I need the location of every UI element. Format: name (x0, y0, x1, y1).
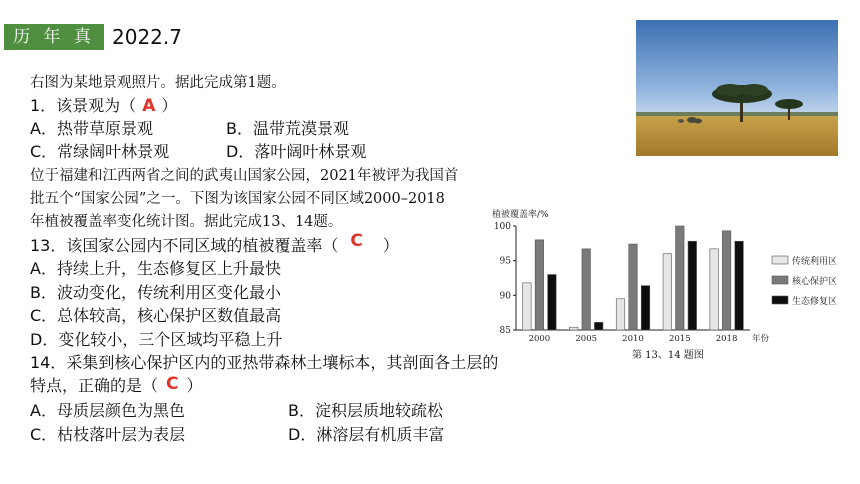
figure-caption: 第 13、14 题图 (632, 350, 704, 361)
section-tag: 历 年 真 题 (4, 24, 104, 50)
q13-option-b: B．波动变化，传统利用区变化最小 (30, 283, 281, 302)
q1-option-c: C．常绿阔叶林景观 (30, 142, 170, 161)
savanna-landscape-photo (636, 20, 838, 156)
bar (523, 283, 532, 330)
bar (641, 286, 650, 330)
legend-label: 传统利用区 (792, 257, 838, 267)
x-tick-label: 2010 (622, 334, 644, 344)
bar (663, 254, 672, 330)
q14-option-c: C．枯枝落叶层为表层 (30, 425, 186, 444)
animal (678, 119, 684, 123)
legend-swatch (772, 256, 788, 264)
passage-line-1: 位于福建和江西两省之间的武夷山国家公园，2021年被评为我国首 (30, 168, 459, 184)
q13-option-c: C．总体较高，核心保护区数值最高 (30, 306, 282, 325)
q14-option-d: D．淋溶层有机质丰富 (288, 425, 445, 444)
animal (694, 119, 702, 124)
bar (548, 275, 557, 330)
passage-line-2: 批五个“国家公园”之一。下图为该国家公园不同区域2000–2018 (30, 191, 445, 207)
bar (569, 327, 578, 330)
exam-date: 2022.7 (112, 25, 182, 49)
bar (688, 241, 697, 330)
q14-stem-close: ） (186, 376, 203, 395)
q14-option-a: A．母质层颜色为黑色 (30, 401, 185, 420)
q13-stem (30, 231, 399, 256)
bar (722, 231, 731, 330)
vegetation-coverage-chart (488, 206, 860, 362)
q1-intro: 右图为某地景观照片。据此完成第1题。 (30, 75, 286, 91)
q1-stem-text: 1．该景观为（ (30, 96, 137, 115)
chart-plot (492, 208, 837, 344)
q13-stem-text: 13．该国家公园内不同区域的植被覆盖率（ (30, 236, 339, 255)
passage-line-3: 年植被覆盖率变化统计图。据此完成13、14题。 (30, 214, 343, 230)
y-tick-label: 95 (499, 256, 511, 267)
bar (629, 244, 638, 330)
q14-stem-text: 特点，正确的是（ (30, 376, 159, 395)
q1-answer-mark: A (142, 96, 156, 116)
x-tick-label: 2018 (715, 334, 738, 344)
legend-label: 生态修复区 (792, 297, 838, 307)
bar (710, 249, 719, 330)
x-tick-label: 2015 (668, 334, 691, 344)
q13-option-d: D．变化较小，三个区域均平稳上升 (30, 330, 283, 349)
q1-stem (30, 96, 177, 116)
photo-illustration (636, 20, 838, 156)
q1-option-b: B．温带荒漠景观 (226, 119, 349, 138)
q1-option-d: D．落叶阔叶林景观 (226, 142, 367, 161)
bar (676, 226, 685, 330)
q13-answer-mark: C (350, 231, 363, 251)
legend-swatch (772, 276, 788, 284)
x-tick-label: 2000 (528, 334, 551, 344)
bar (616, 299, 625, 330)
x-axis-label: 年份 (752, 334, 770, 344)
legend-swatch (772, 296, 788, 304)
y-axis-label: 植被覆盖率/% (492, 210, 549, 220)
bar (735, 241, 744, 330)
q14-answer-mark: C (166, 374, 179, 394)
bar (582, 249, 591, 330)
bar (594, 322, 603, 330)
q14-option-b: B．淀积层质地较疏松 (288, 401, 443, 420)
y-tick-label: 100 (493, 222, 511, 232)
grassland (636, 116, 838, 156)
q1-stem-close: ） (161, 96, 178, 115)
x-tick-label: 2005 (575, 334, 598, 344)
legend-label: 核心保护区 (792, 277, 838, 287)
q13-stem-close: ） (382, 236, 399, 255)
y-tick-label: 85 (499, 326, 511, 336)
y-tick-label: 90 (499, 291, 511, 302)
q13-option-a: A．持续上升，生态修复区上升最快 (30, 259, 281, 278)
q14-stem-line-2 (30, 376, 203, 396)
bar (535, 240, 544, 330)
q1-option-a: A．热带草原景观 (30, 119, 153, 138)
q14-stem-line-1: 14．采集到核心保护区内的亚热带森林土壤标本，其剖面各土层的 (30, 353, 499, 372)
